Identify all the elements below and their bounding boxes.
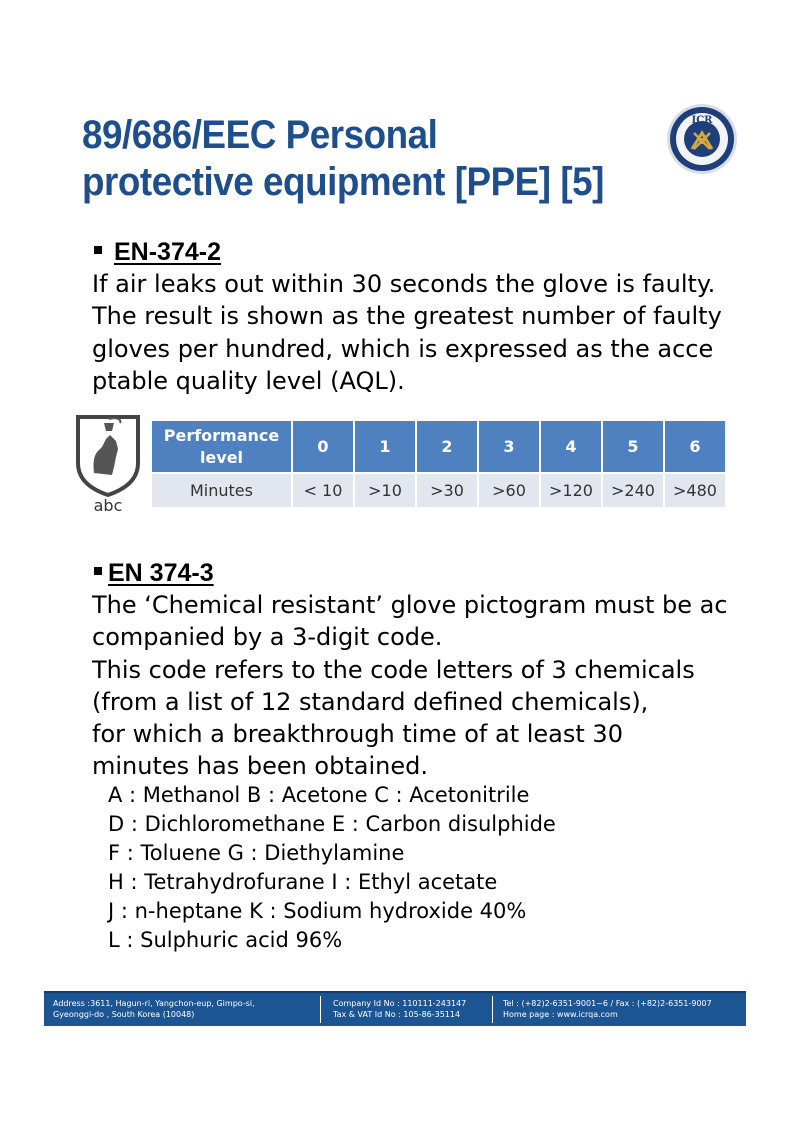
pictogram-label: abc (93, 496, 123, 515)
list-item: F : Toluene G : Diethylamine (108, 841, 405, 865)
bullet-square-icon (94, 246, 102, 254)
title-line-1: 89/686/EEC Personal (82, 113, 438, 157)
section-1-body (92, 268, 722, 397)
table-cell: >60 (479, 474, 539, 507)
list-item: H : Tetrahydrofurane I : Ethyl acetate (108, 870, 498, 894)
footer-contact: Tel : (+82)2-6351-9001~6 / Fax : (+82)2-6351-9007 Home page : www.icrqa.com (493, 993, 746, 1026)
chemical-glove-pictogram-icon (72, 413, 144, 517)
table-cell: >30 (417, 474, 477, 507)
table-header-cell: 4 (541, 421, 601, 472)
footer-address: Address :3611, Hagun-ri, Yangchon-eup, Gimpo-si, Gyeonggi-do , South Korea (10048) (53, 999, 255, 1019)
table-cell: < 10 (293, 474, 353, 507)
icr-logo-icon (666, 103, 738, 175)
section-1-heading: EN-374-2 (94, 238, 221, 266)
body-line: If air leaks out within 30 seconds the glove is faulty. (92, 270, 716, 298)
chemical-list (108, 781, 556, 955)
body-line: This code refers to the code letters of 3 chemicals (92, 655, 695, 684)
logo-text: ICR (691, 115, 713, 126)
table-header-row (152, 421, 725, 472)
body-line: (from a list of 12 standard defined chemicals), (92, 687, 649, 716)
page-title (82, 112, 634, 206)
table-cell: >120 (541, 474, 601, 507)
table-header-cell: Performance level (152, 421, 291, 472)
list-item: L : Sulphuric acid 96% (108, 928, 343, 952)
footer-company-ids: Company Id No : 110111-243147 Tax & VAT Id No : 105-86-35114 (333, 999, 467, 1019)
table-header-cell: 2 (417, 421, 477, 472)
table-header-cell: 3 (479, 421, 539, 472)
bullet-square-icon (94, 567, 102, 575)
footer-bar (44, 991, 746, 1026)
list-item: D : Dichloromethane E : Carbon disulphide (108, 812, 556, 836)
table-header-cell: 5 (603, 421, 663, 472)
table-cell: Minutes (152, 474, 291, 507)
body-line: The result is shown as the greatest number of faulty (92, 302, 722, 331)
table-cell: >480 (665, 474, 725, 507)
table-cell: >240 (603, 474, 663, 507)
list-item: J : n-heptane K : Sodium hydroxide 40% (108, 899, 527, 923)
list-item: A : Methanol B : Acetone C : Acetonitrile (108, 783, 530, 807)
body-line: gloves per hundred, which is expressed as the acce (92, 334, 714, 363)
body-line: for which a breakthrough time of at least 30 (92, 720, 623, 749)
body-line: minutes has been obtained. (92, 752, 428, 781)
table-row (152, 474, 725, 507)
table-cell: >10 (355, 474, 415, 507)
section-2-heading: EN 374-3 (94, 559, 214, 587)
body-line: ptable quality level (AQL). (92, 366, 405, 395)
section-2-body (92, 589, 728, 783)
table-header-cell: 6 (665, 421, 725, 472)
homepage-link[interactable]: Home page : www.icrqa.com (503, 1010, 618, 1019)
table-header-cell: 0 (293, 421, 353, 472)
performance-table (150, 419, 727, 509)
body-line: companied by a 3-digit code. (92, 623, 443, 652)
body-line: The ‘Chemical resistant’ glove pictogram must be ac (92, 591, 728, 619)
table-header-cell: 1 (355, 421, 415, 472)
title-line-2: protective equipment [PPE] [5] (82, 160, 604, 204)
